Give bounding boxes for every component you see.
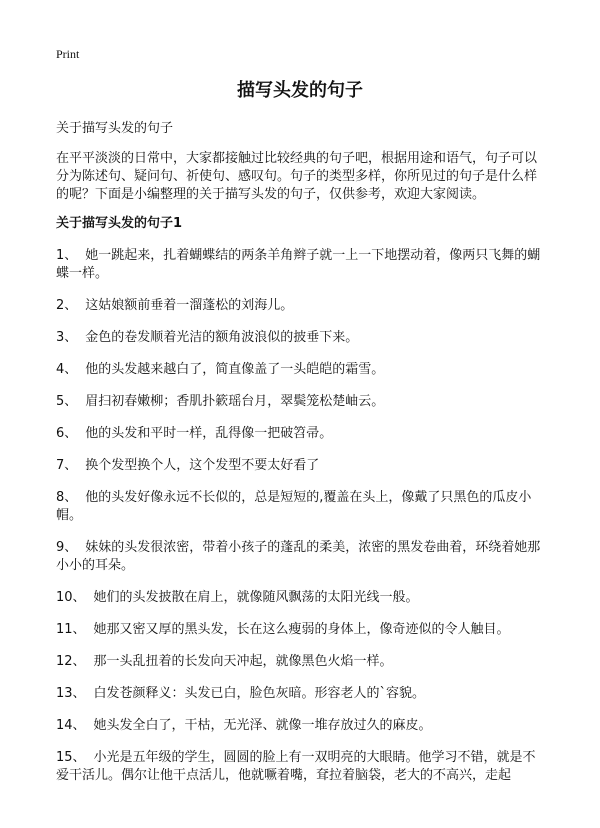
sentence-number: 1、 <box>56 248 78 263</box>
sentence-text: 眉扫初春嫩柳；香肌扑簌瑶台月，翠鬓笼松楚岫云。 <box>85 394 385 409</box>
sentence-item <box>56 297 548 315</box>
sentence-number: 6、 <box>56 426 78 441</box>
print-link[interactable]: Print <box>56 47 80 61</box>
sentence-item <box>56 247 548 283</box>
sentence-number: 7、 <box>56 458 78 473</box>
document-subtitle: 关于描写头发的句子 <box>56 121 174 136</box>
sentence-item <box>56 457 548 475</box>
section-heading: 关于描写头发的句子1 <box>56 216 183 231</box>
sentence-text: 那一头乱扭着的长发向天冲起，就像黑色火焰一样。 <box>93 654 393 669</box>
sentence-number: 5、 <box>56 394 78 409</box>
sentence-text: 她头发全白了，干枯，无光泽、就像一堆存放过久的麻皮。 <box>93 718 432 733</box>
sentence-number: 8、 <box>56 490 78 505</box>
document-title: 描写头发的句子 <box>237 80 363 101</box>
sentence-item <box>56 653 548 671</box>
sentence-number: 4、 <box>56 362 78 377</box>
sentence-text: 换个发型换个人，这个发型不要太好看了 <box>85 458 320 473</box>
sentence-item <box>56 425 548 443</box>
sentence-item <box>56 749 548 785</box>
sentence-item <box>56 589 548 607</box>
sentence-text: 她那又密又厚的黑头发，长在这么瘦弱的身体上，像奇迹似的令人触目。 <box>93 622 510 637</box>
sentence-text: 她们的头发披散在肩上，就像随风飘荡的太阳光线一般。 <box>93 590 419 605</box>
intro-paragraph: 在平平淡淡的日常中，大家都接触过比较经典的句子吧，根据用途和语气，句子可以分为陈述句、疑问句、祈使句、感叹句。句子的类型多样，你所见过的句子是什么样的呢？下面是小编整理的关于描写头发的句子，仅供参考，欢迎大家阅读。 <box>56 151 538 202</box>
sentence-text: 白发苍颜释义：头发已白，脸色灰暗。形容老人的`容貌。 <box>93 686 426 701</box>
sentence-number: 12、 <box>56 654 86 669</box>
sentence-number: 3、 <box>56 330 78 345</box>
sentence-text: 这姑娘额前垂着一溜蓬松的刘海儿。 <box>85 298 294 313</box>
sentence-text: 金色的卷发顺着光洁的额角波浪似的披垂下来。 <box>85 330 359 345</box>
sentence-text: 她一跳起来，扎着蝴蝶结的两条羊角辫子就一上一下地摆动着，像两只飞舞的蝴蝶一样。 <box>56 248 541 281</box>
sentence-item <box>56 361 548 379</box>
sentence-number: 11、 <box>56 622 86 637</box>
sentence-text: 他的头发和平时一样，乱得像一把破笤帚。 <box>85 426 333 441</box>
sentence-text: 妹妹的头发很浓密，带着小孩子的蓬乱的柔美，浓密的黑发卷曲着，环绕着她那小小的耳朵。 <box>56 540 541 573</box>
sentence-text: 他的头发越来越白了，简直像盖了一头皑皑的霜雪。 <box>85 362 385 377</box>
sentence-item <box>56 717 548 735</box>
sentence-item <box>56 489 548 525</box>
sentence-item <box>56 393 548 411</box>
sentence-number: 13、 <box>56 686 86 701</box>
sentence-item <box>56 539 548 575</box>
sentence-list <box>56 247 548 799</box>
sentence-number: 15、 <box>56 750 86 765</box>
sentence-item <box>56 329 548 347</box>
sentence-number: 14、 <box>56 718 86 733</box>
sentence-number: 10、 <box>56 590 86 605</box>
sentence-text: 他的头发好像永远不长似的，总是短短的,覆盖在头上，像戴了只黑色的瓜皮小帽。 <box>56 490 532 523</box>
sentence-item <box>56 621 548 639</box>
sentence-text: 小光是五年级的学生，圆圆的脸上有一双明亮的大眼睛。他学习不错，就是不爱干活儿。偶尔让他干点活儿，他就噘着嘴，耷拉着脑袋，老大的不高兴，走起 <box>56 750 536 783</box>
sentence-number: 2、 <box>56 298 78 313</box>
sentence-item <box>56 685 548 703</box>
sentence-number: 9、 <box>56 540 78 555</box>
